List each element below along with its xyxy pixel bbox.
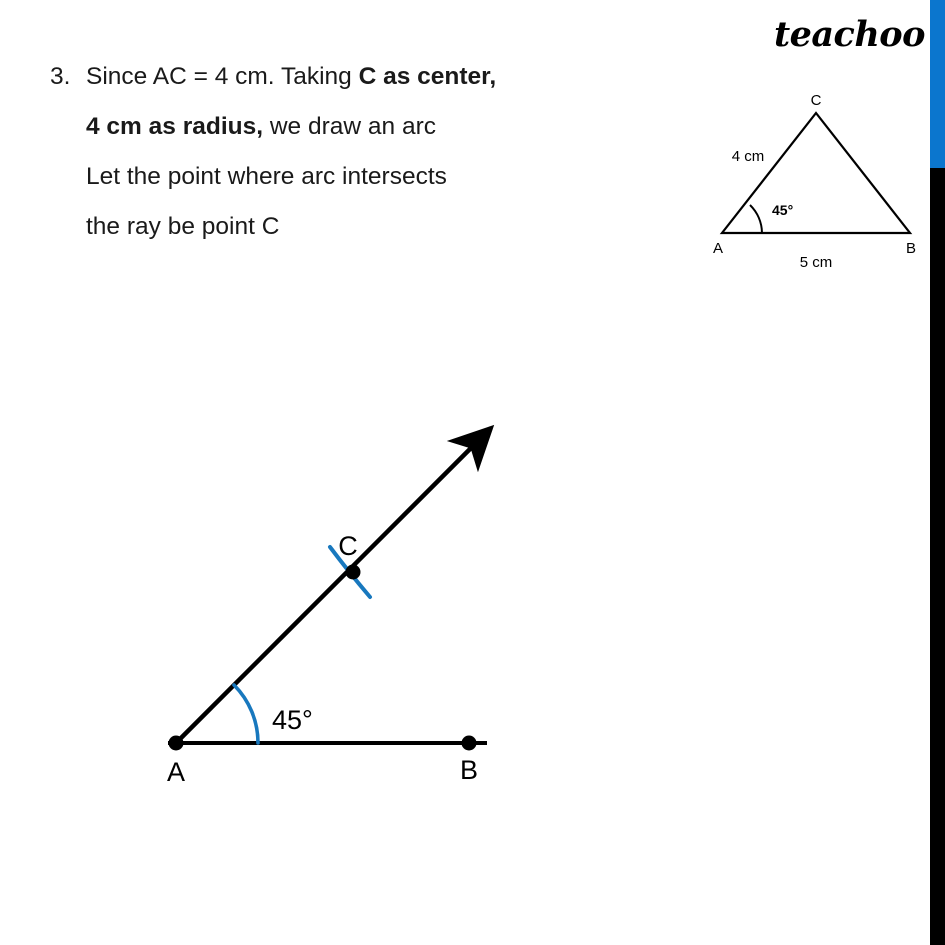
teachoo-logo: teachoo — [773, 14, 925, 55]
instruction-line-1-bold: C as center, — [358, 63, 497, 90]
instruction-line-2-plain: we draw an arc — [263, 113, 436, 140]
angle-measure-label: 45° — [272, 705, 313, 735]
instruction-line-1-plain: Since AC = 4 cm. Taking — [86, 63, 359, 90]
triangle-side-ac-label: 4 cm — [731, 148, 765, 165]
step-lines — [86, 52, 670, 252]
step-number: 3. — [50, 63, 71, 90]
instruction-line-2 — [86, 102, 670, 152]
point-b-label: B — [459, 755, 479, 785]
instruction-line-3: Let the point where arc intersects — [86, 163, 447, 190]
step-row — [50, 52, 670, 252]
point-a-label: A — [166, 757, 186, 787]
point-c-label: C — [338, 531, 358, 561]
reference-triangle-figure — [690, 85, 935, 275]
black-accent-bar — [930, 168, 945, 945]
instruction-line-2-bold: 4 cm as radius, — [86, 113, 264, 140]
point-b-dot — [462, 736, 477, 751]
construction-ray-figure — [120, 395, 540, 805]
triangle-vertex-b-label: B — [905, 240, 917, 257]
triangle-side-ab-label: 5 cm — [799, 254, 833, 271]
triangle-angle-label: 45° — [772, 202, 794, 218]
reference-triangle-svg — [690, 85, 935, 275]
triangle-angle-arc — [750, 205, 762, 233]
point-a-dot — [169, 736, 184, 751]
construction-ray-svg — [120, 395, 540, 805]
instruction-line-4: the ray be point C — [86, 213, 280, 240]
angle-arc-45 — [234, 685, 258, 743]
slanted-ray — [176, 428, 491, 743]
instruction-step-text — [50, 52, 670, 252]
triangle-outline — [722, 113, 910, 233]
triangle-vertex-c-label: C — [810, 92, 822, 109]
triangle-vertex-a-label: A — [712, 240, 724, 257]
point-c-dot — [346, 565, 361, 580]
instruction-line-1 — [86, 52, 670, 102]
